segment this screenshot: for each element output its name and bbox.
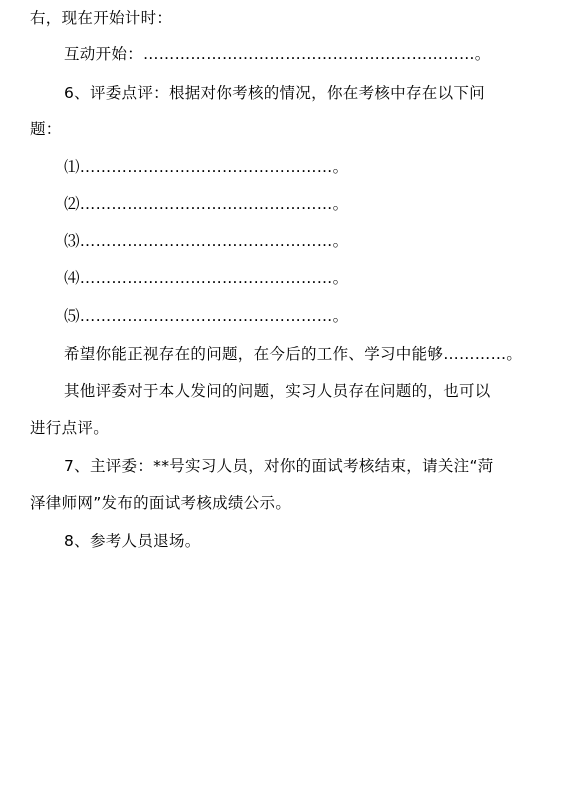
text-line-exit: 8、参考人员退场。 (64, 532, 201, 550)
text-line-timer: 右，现在开始计时： (30, 9, 173, 27)
text-line-issue-5: ⑸…………………………………………。 (64, 307, 349, 325)
text-line-issue-4: ⑷…………………………………………。 (64, 269, 349, 287)
text-line-other-judges-cont: 进行点评。 (30, 419, 110, 437)
text-line-judge-review-cont: 题： (30, 120, 62, 138)
text-line-issue-3: ⑶…………………………………………。 (64, 232, 349, 250)
text-line-judge-review: 6、评委点评：根据对你考核的情况，你在考核中存在以下问 (64, 84, 485, 102)
text-line-other-judges: 其他评委对于本人发问的问题，实习人员存在问题的，也可以 (64, 382, 491, 400)
text-line-hope: 希望你能正视存在的问题，在今后的工作、学习中能够…………。 (64, 345, 523, 363)
text-line-interaction-start: 互动开始：………………………………………………………。 (64, 45, 491, 63)
text-line-issue-1: ⑴…………………………………………。 (64, 158, 349, 176)
text-line-main-judge-cont: 泽律师网”发布的面试考核成绩公示。 (30, 494, 292, 512)
text-line-issue-2: ⑵…………………………………………。 (64, 195, 349, 213)
text-line-main-judge: 7、主评委：**号实习人员，对你的面试考核结束，请关注“菏 (64, 457, 494, 475)
